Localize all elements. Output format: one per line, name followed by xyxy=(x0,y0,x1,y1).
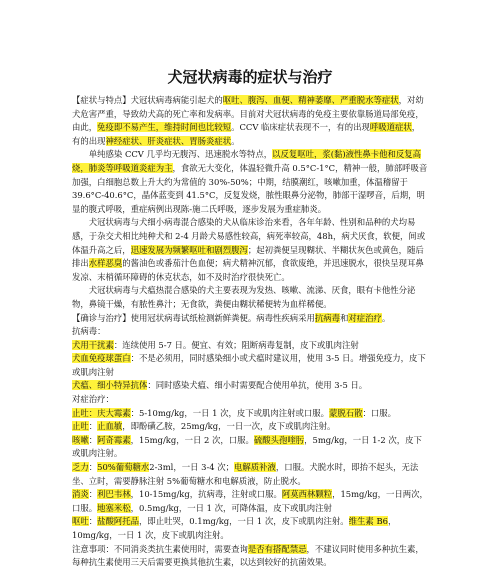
highlighted-text: 蒙脱石散 xyxy=(329,407,363,418)
paragraph-text: ，10-15mg/kg，抗病毒，注射或口服。 xyxy=(130,489,282,500)
paragraph-diagnosis-and-treatment xyxy=(72,312,428,326)
paragraph-text: ，不建议同时使用多种抗生素，每种抗生素使用三天后需要更换其他抗生素，以达到较好的抗菌效果。 xyxy=(72,543,424,568)
paragraph-anti-vomit xyxy=(72,515,428,542)
paragraph-globulin xyxy=(72,352,428,379)
highlighted-text: 免疫即不易产生，维持时间也比较短 xyxy=(97,122,232,133)
paragraph-symptomatic-heading xyxy=(72,393,428,407)
paragraph-text: ： xyxy=(88,516,98,527)
paragraph-text: 。 xyxy=(381,312,391,323)
paragraph-text: ，15mg/kg，一日 2 次，口服。 xyxy=(130,434,254,445)
paragraph-text: 犬冠状病毒与犬细小病毒混合感染的犬从临床诊治来看，各年年龄、性别和品种的犬均易感，于杂交犬相比纯种犬和 2-4 月龄犬易感性较高，病死率较高，48h，病犬厌食，软便，间或体温升高之后， xyxy=(72,217,426,255)
paragraph-text: ：口服。 xyxy=(362,407,397,418)
paragraph-text: ：同时感染犬瘟、细小时需要配合使用单抗，使用 3-5 日。 xyxy=(147,380,368,391)
paragraph-text: 犬冠状病毒与犬瘟热混合感染的犬主要表现为发热、咳嗽、流涕、厌食，眼有卡他性分泌物，鼻镜干燥，有脓性鼻汁；无食欲，粪便由糊状稀便转为血样稀便。 xyxy=(72,285,416,309)
paragraph-text: 【确诊与治疗】使用冠状病毒试纸检测新鲜粪便。病毒性疾病采用 xyxy=(72,312,315,323)
highlighted-text: 犬瘟、细小特异抗体 xyxy=(72,380,148,391)
highlighted-text: 硫酸头孢喹肟 xyxy=(253,434,305,445)
paragraph-text: ，即止吐哭，0.1mg/kg，一日 1 次，皮下或肌肉注射。 xyxy=(139,516,349,527)
highlighted-text: 犬血免疫球蛋白 xyxy=(72,353,131,364)
paragraph-text: ，口服。犬脱水时，即抬不起头，无法坐、立时，需要静脉注射 5%葡萄糖水和电解质液，防止脱水。 xyxy=(72,462,419,486)
paragraph-symptoms-and-features xyxy=(72,94,428,148)
paragraph-text: 抗病毒： xyxy=(72,326,106,337)
paragraph-text: 的酱油色或番茄汁色血便；病犬精神沉郁，食欲废绝，并迅速脱水，很快呈现耳鼻发凉、末梢循环障碍的休克状态，如不及时治疗很快死亡。 xyxy=(72,258,424,282)
paragraph-antiemetic xyxy=(72,407,428,421)
highlighted-text: 水样恶臭 xyxy=(88,258,123,269)
paragraph-vomit-stop xyxy=(72,420,428,434)
paragraph-text: 和 xyxy=(340,312,349,323)
highlighted-text: 地塞米松 xyxy=(97,502,131,513)
highlighted-text: 呕吐、腹泻、血便、精神萎靡、严重脱水等症状 xyxy=(222,95,399,105)
paragraph-distemper-mixed-infection xyxy=(72,284,428,311)
paragraph-single-infection xyxy=(72,148,428,216)
paragraph-text: ，5mg/kg，一日 1-2 次，皮下或肌肉注射。 xyxy=(72,434,422,459)
highlighted-text: 抗病毒 xyxy=(314,312,340,323)
paragraph-text: ，食欲无大变化，体温轻微升高 0.5°C-1°C，精神一般，肺部呼吸音加强，白细胞总数上升大约为常值的 30%-50%；中期，结膜潮红，咳嗽加重，体温稽留于 39.6°C-40.6°C，晶体蓝变到 41.5°C，反复发烧，脓性眼鼻分泌物，肺部干湿啰音，后期，明显的腹式呼吸，重症病例出现陈-施二氏呼吸，逐步发展为重症肺炎。 xyxy=(72,162,428,214)
highlighted-text: 消炎 xyxy=(72,489,89,500)
highlighted-text: 止血敏 xyxy=(97,421,123,432)
paragraph-text: 【症状与特点】犬冠状病毒病能引起犬的 xyxy=(72,95,223,105)
highlighted-text: 咳嗽 xyxy=(72,434,89,445)
highlighted-text: 呕吐 xyxy=(72,516,89,527)
paragraph-text: 注意事项：不同消炎类抗生素使用时，需要查询 xyxy=(72,543,248,554)
paragraph-mixed-infection xyxy=(72,216,428,284)
paragraph-text: ：连续使用 5-7 日。便宜、有效；阻断病毒复制，皮下或肌肉注射 xyxy=(113,339,359,350)
highlighted-text: 利巴韦林 xyxy=(97,489,131,500)
highlighted-text: 迅速发展为频繁呕吐和剧烈腹泻 xyxy=(130,244,248,255)
paragraph-text: 单纯感染 CCV 几乎均无腹泻、迅速脱水等特点， xyxy=(88,149,273,160)
paragraph-text: 。CCV 临床症状表现不一，有的出现 xyxy=(231,122,370,133)
highlighted-text: 盐酸阿托品 xyxy=(97,516,139,527)
highlighted-text: 维生素 B6 xyxy=(348,516,388,527)
paragraph-text: ，0.5mg/kg，一日 1 次，可降体温，皮下或肌肉注射 xyxy=(130,502,332,513)
paragraph-text: ： xyxy=(88,421,98,432)
highlighted-text: 电解质补液 xyxy=(234,462,276,473)
paragraph-text: 。 xyxy=(231,135,240,146)
document-title: 犬冠状病毒的症状与治疗 xyxy=(167,68,333,86)
paragraph-text: ，10mg/kg，一日 1 次，皮下或肌肉注射。 xyxy=(72,516,397,540)
highlighted-text: 对症治疗 xyxy=(348,312,382,323)
paragraph-text: ；起初粪便呈现糊状、半糊状灰色或黄色，随后排出 xyxy=(72,244,424,269)
paragraph-text: ： xyxy=(88,462,98,473)
paragraph-text: ： xyxy=(88,434,98,445)
paragraph-text: ，即酚磺乙胺，25mg/kg，一日一次，皮下或肌肉注射。 xyxy=(122,421,336,432)
highlighted-text: 阿奇霉素 xyxy=(97,434,131,445)
paragraph-monoclonal-antibody xyxy=(72,379,428,393)
paragraph-notes xyxy=(72,543,428,570)
paragraph-text: ：5-10mg/kg，一日 1 次，皮下或肌肉注射或口服。 xyxy=(130,407,330,418)
highlighted-text: 神经症状、肝炎症状、胃肠炎症状 xyxy=(105,135,232,146)
paragraph-interferon xyxy=(72,339,428,353)
highlighted-text: 止吐： xyxy=(72,407,98,418)
paragraph-anti-inflammatory xyxy=(72,488,428,515)
document-body xyxy=(72,94,428,570)
highlighted-text: 50%葡萄糖水 xyxy=(97,462,150,473)
paragraph-text: 2-3ml，一日 3-4 次； xyxy=(149,462,235,473)
paragraph-text: 对症治疗： xyxy=(72,394,114,405)
highlighted-text: 呼吸道症状 xyxy=(369,122,412,133)
paragraph-text: ，有的出现 xyxy=(72,122,421,146)
highlighted-text: 犬用干扰素 xyxy=(72,339,114,350)
paragraph-text: ，对幼犬危害严重，导致幼犬高的死亡率和发病率。目前对犬冠状病毒的免疫主要依靠肠道局部免疫，由此， xyxy=(72,95,424,133)
highlighted-text: 庆大霉素 xyxy=(97,407,131,418)
paragraph-text: ，15mg/kg，一日两次，口服。 xyxy=(72,489,428,513)
paragraph-text: ：不是必须用，同时感染细小或犬瘟时建议用，使用 3-5 日。增强免疫力，皮下或肌肉注射 xyxy=(72,353,426,377)
paragraph-fluid xyxy=(72,461,428,488)
paragraph-text: ： xyxy=(88,489,98,500)
highlighted-text: 阿莫西林颗粒 xyxy=(281,489,333,500)
paragraph-antiviral-heading xyxy=(72,325,428,339)
highlighted-text: 是否有搭配禁忌 xyxy=(247,543,307,554)
highlighted-text: 止吐 xyxy=(72,421,89,432)
paragraph-antitussive xyxy=(72,434,428,461)
highlighted-text: 乏力 xyxy=(72,462,89,473)
highlighted-text: 以反复呕吐，浆(黏)液性鼻卡他和反复高烧，肺炎等呼吸道炎症为主 xyxy=(72,149,422,173)
